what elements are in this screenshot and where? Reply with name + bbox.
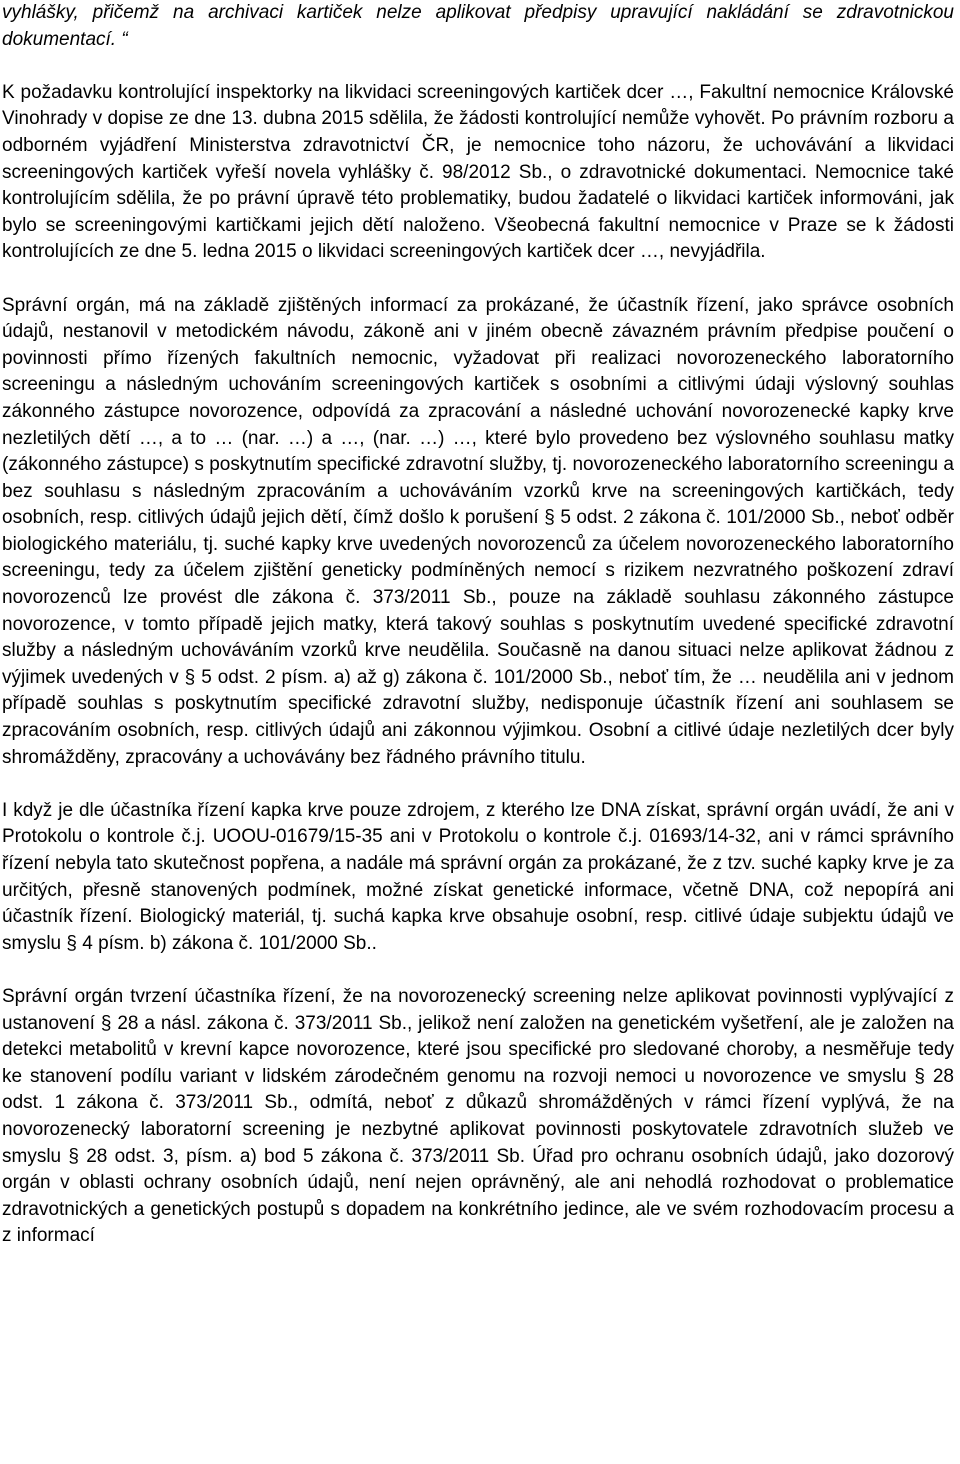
paragraph-1: vyhlášky, přičemž na archivaci kartiček nelze aplikovat předpisy upravující nakládání se zdravotnickou dokumentací. “ [2,2,954,50]
paragraph-3: Správní orgán, má na základě zjištěných informací za prokázané, že účastník řízení, jako správce osobních údajů, nestanovil v metodickém návodu, zákoně ani v jiném obecně závazném právním předpise poučení o povinnosti přímo řízených fakultních nemocnic, vyžadovat při realizaci novorozeneckého laboratorního screeningu a následným uchováním screeningových kartiček s osobními a citlivými údaji výslovný souhlas zákonného zástupce novorozence, odpovídá za zpracování a následné uchování novorozenecké kapky krve nezletilých dětí …, a to … (nar. …) a …, (nar. …) …, které bylo provedeno bez výslovného souhlasu matky (zákonného zástupce) s poskytnutím specifické zdravotní služby, tj. novorozeneckého laboratorního screeningu a bez souhlasu s následným zpracováním a uchováváním vzorků krve na screeningových kartičkách, tedy osobních, resp. citlivých údajů jejich dětí, čímž došlo k porušení § 5 odst. 2 zákona č. 101/2000 Sb., neboť odběr biologického materiálu, tj. suché kapky krve uvedených novorozenců za účelem novorozeneckého laboratorního screeningu, tedy za účelem zjištění geneticky podmíněných nemocí s rizikem nezvratného poškození zdraví novorozenců lze provést dle zákona č. 373/2011 Sb., pouze na základě souhlasu zákonného zástupce novorozence, v tomto případě jejich matky, která takový souhlas s poskytnutím uvedené specifické zdravotní služby a následným uchováváním vzorků krve neudělila. Současně na danou situaci nelze aplikovat žádnou z výjimek uvedených v § 5 odst. 2 písm. a) až g) zákona č. 101/2000 Sb., neboť tím, že … neudělila ani v jednom případě souhlas s poskytnutím specifické zdravotní služby, nedisponuje účastník řízení ani souhlasem se zpracováním osobních, resp. citlivých údajů ani zákonnou výjimkou. Osobní a citlivé údaje nezletilých dcer byly shromážděny, zpracovány a uchovávány bez řádného právního titulu. [2,294,954,768]
paragraph-4: I když je dle účastníka řízení kapka krve pouze zdrojem, z kterého lze DNA získat, správní orgán uvádí, že ani v Protokolu o kontrole č.j. UOOU-01679/15-35 ani v Protokolu o kontrole č.j. 01693/14-32, ani v rámci správního řízení nebyla tato skutečnost popřena, a nadále má správní orgán za prokázané, že z tzv. suché kapky krve je za určitých, přesně stanovených podmínek, možné získat genetické informace, včetně DNA, což nepopírá ani účastník řízení. Biologický materiál, tj. suchá kapka krve obsahuje osobní, resp. citlivé údaje subjektu údajů ve smyslu § 4 písm. b) zákona č. 101/2000 Sb.. [2,799,954,954]
paragraph-gap [2,53,954,80]
paragraph-2: K požadavku kontrolující inspektorky na likvidaci screeningových kartiček dcer …, Fakultní nemocnice Královské Vinohrady v dopise ze dne 13. dubna 2015 sdělila, že žádosti kontrolující nemůže vyhovět. Po právním rozboru a odborném vyjádření Ministerstva zdravotnictví ČR, je nemocnice toho názoru, že uchovávání a likvidaci screeningových kartiček vyřeší novela vyhlášky č. 98/2012 Sb., o zdravotnické dokumentaci. Nemocnice také kontrolujícím sdělila, že po právní úpravě této problematiky, budou žadatelé o likvidaci kartiček informováni, jak bylo se screeningovými kartičkami jejich dětí naloženo. Všeobecná fakultní nemocnice v Praze se k žádosti kontrolujících ze dne 5. ledna 2015 o likvidaci screeningových kartiček dcer …, nevyjádřila. [2,81,954,263]
paragraph-gap [2,266,954,293]
paragraph-gap [2,957,954,984]
paragraph-gap [2,771,954,798]
paragraph-5: Správní orgán tvrzení účastníka řízení, že na novorozenecký screening nelze aplikovat povinnosti vyplývající z ustanovení § 28 a násl. zákona č. 373/2011 Sb., jelikož není založen na genetickém vyšetření, ale je založen na detekci metabolitů v krevní kapce novorozence, které jsou specifické pro sledované choroby, a nesměřuje tedy ke stanovení podílu variant v lidském zárodečném genomu na rozvoji nemoci u novorozence ve smyslu § 28 odst. 1 zákona č. 373/2011 Sb., odmítá, neboť z důkazů shromážděných v rámci řízení vyplývá, že na novorozenecký laboratorní screening je nezbytné aplikovat povinnosti poskytovatele zdravotních služeb ve smyslu § 28 odst. 3, písm. a) bod 5 zákona č. 373/2011 Sb. Úřad pro ochranu osobních údajů, jako dozorový orgán v oblasti ochrany osobních údajů, není nejen oprávněný, ale ani nehodlá rozhodovat o problematice zdravotnických a genetických postupů s dopadem na konkrétního jedince, ale ve svém rozhodovacím procesu a z informací [2,985,954,1247]
